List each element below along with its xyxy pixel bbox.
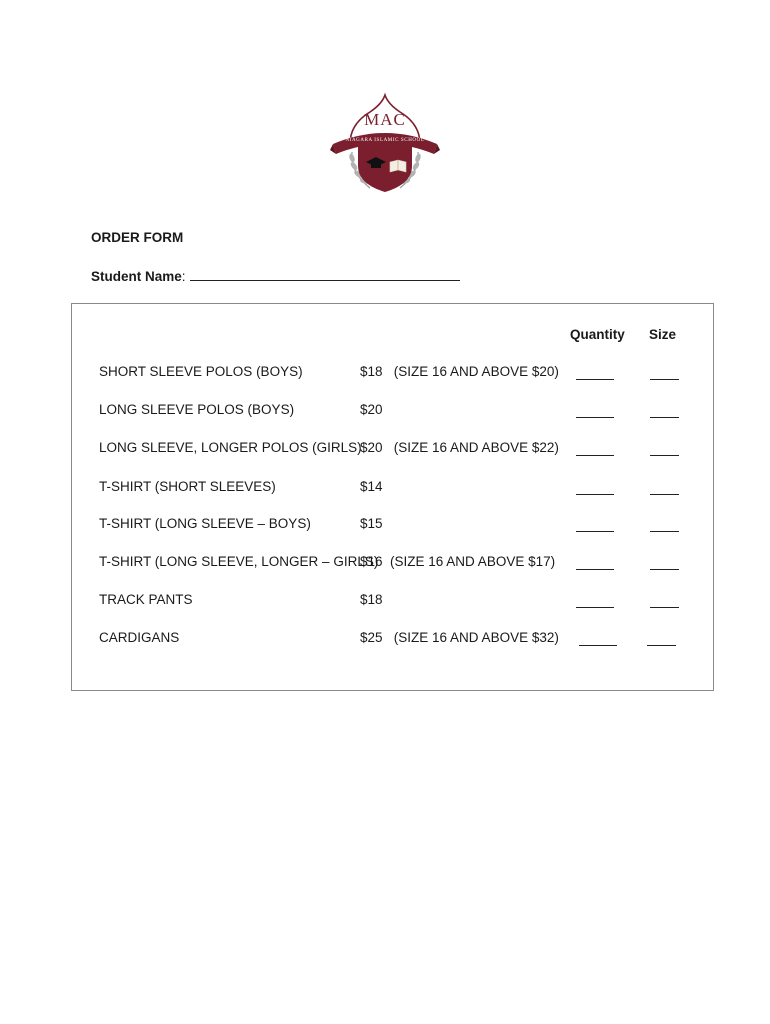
quantity-blank[interactable] xyxy=(576,379,614,380)
order-row xyxy=(72,364,713,384)
item-price: $25 (SIZE 16 AND ABOVE $32) xyxy=(360,630,559,645)
size-blank[interactable] xyxy=(650,569,679,570)
size-blank[interactable] xyxy=(650,531,679,532)
item-price: $16 (SIZE 16 AND ABOVE $17) xyxy=(360,554,556,569)
logo-initials: MAC xyxy=(364,110,406,129)
quantity-blank[interactable] xyxy=(576,417,614,418)
quantity-header: Quantity xyxy=(570,327,625,342)
item-name: LONG SLEEVE, LONGER POLOS (GIRLS) xyxy=(99,440,362,455)
item-price: $20 (SIZE 16 AND ABOVE $22) xyxy=(360,440,559,455)
student-name-colon: : xyxy=(181,269,186,284)
quantity-blank[interactable] xyxy=(576,455,614,456)
order-table xyxy=(71,303,714,691)
student-name-label: Student Name xyxy=(91,269,182,284)
size-blank[interactable] xyxy=(650,379,679,380)
size-header: Size xyxy=(649,327,677,342)
item-price: $18 (SIZE 16 AND ABOVE $20) xyxy=(360,364,559,379)
order-row xyxy=(72,516,713,536)
order-row xyxy=(72,630,713,650)
size-blank[interactable] xyxy=(650,494,679,495)
order-row xyxy=(72,440,713,460)
size-blank[interactable] xyxy=(650,417,679,418)
student-name-row xyxy=(91,268,460,284)
quantity-blank[interactable] xyxy=(576,607,614,608)
size-blank[interactable] xyxy=(647,645,676,646)
size-blank[interactable] xyxy=(650,455,679,456)
item-name: SHORT SLEEVE POLOS (BOYS) xyxy=(99,364,303,379)
student-name-blank[interactable] xyxy=(190,268,460,281)
item-name: TRACK PANTS xyxy=(99,592,193,607)
quantity-blank[interactable] xyxy=(576,531,614,532)
item-name: T-SHIRT (LONG SLEEVE, LONGER – GIRLS) xyxy=(99,554,379,569)
size-blank[interactable] xyxy=(650,607,679,608)
item-name: T-SHIRT (SHORT SLEEVES) xyxy=(99,479,276,494)
quantity-blank[interactable] xyxy=(576,494,614,495)
order-row xyxy=(72,592,713,612)
form-title: ORDER FORM xyxy=(91,230,184,245)
logo-banner-text: NIAGARA ISLAMIC SCHOOL xyxy=(345,138,425,143)
item-name: T-SHIRT (LONG SLEEVE – BOYS) xyxy=(99,516,311,531)
quantity-blank[interactable] xyxy=(579,645,617,646)
order-row xyxy=(72,554,713,574)
item-price: $18 xyxy=(360,592,383,607)
item-name: LONG SLEEVE POLOS (BOYS) xyxy=(99,402,295,417)
item-price: $15 xyxy=(360,516,383,531)
order-row xyxy=(72,479,713,499)
school-logo xyxy=(330,92,440,196)
item-price: $20 xyxy=(360,402,383,417)
item-name: CARDIGANS xyxy=(99,630,180,645)
quantity-blank[interactable] xyxy=(576,569,614,570)
order-row xyxy=(72,402,713,422)
item-price: $14 xyxy=(360,479,383,494)
